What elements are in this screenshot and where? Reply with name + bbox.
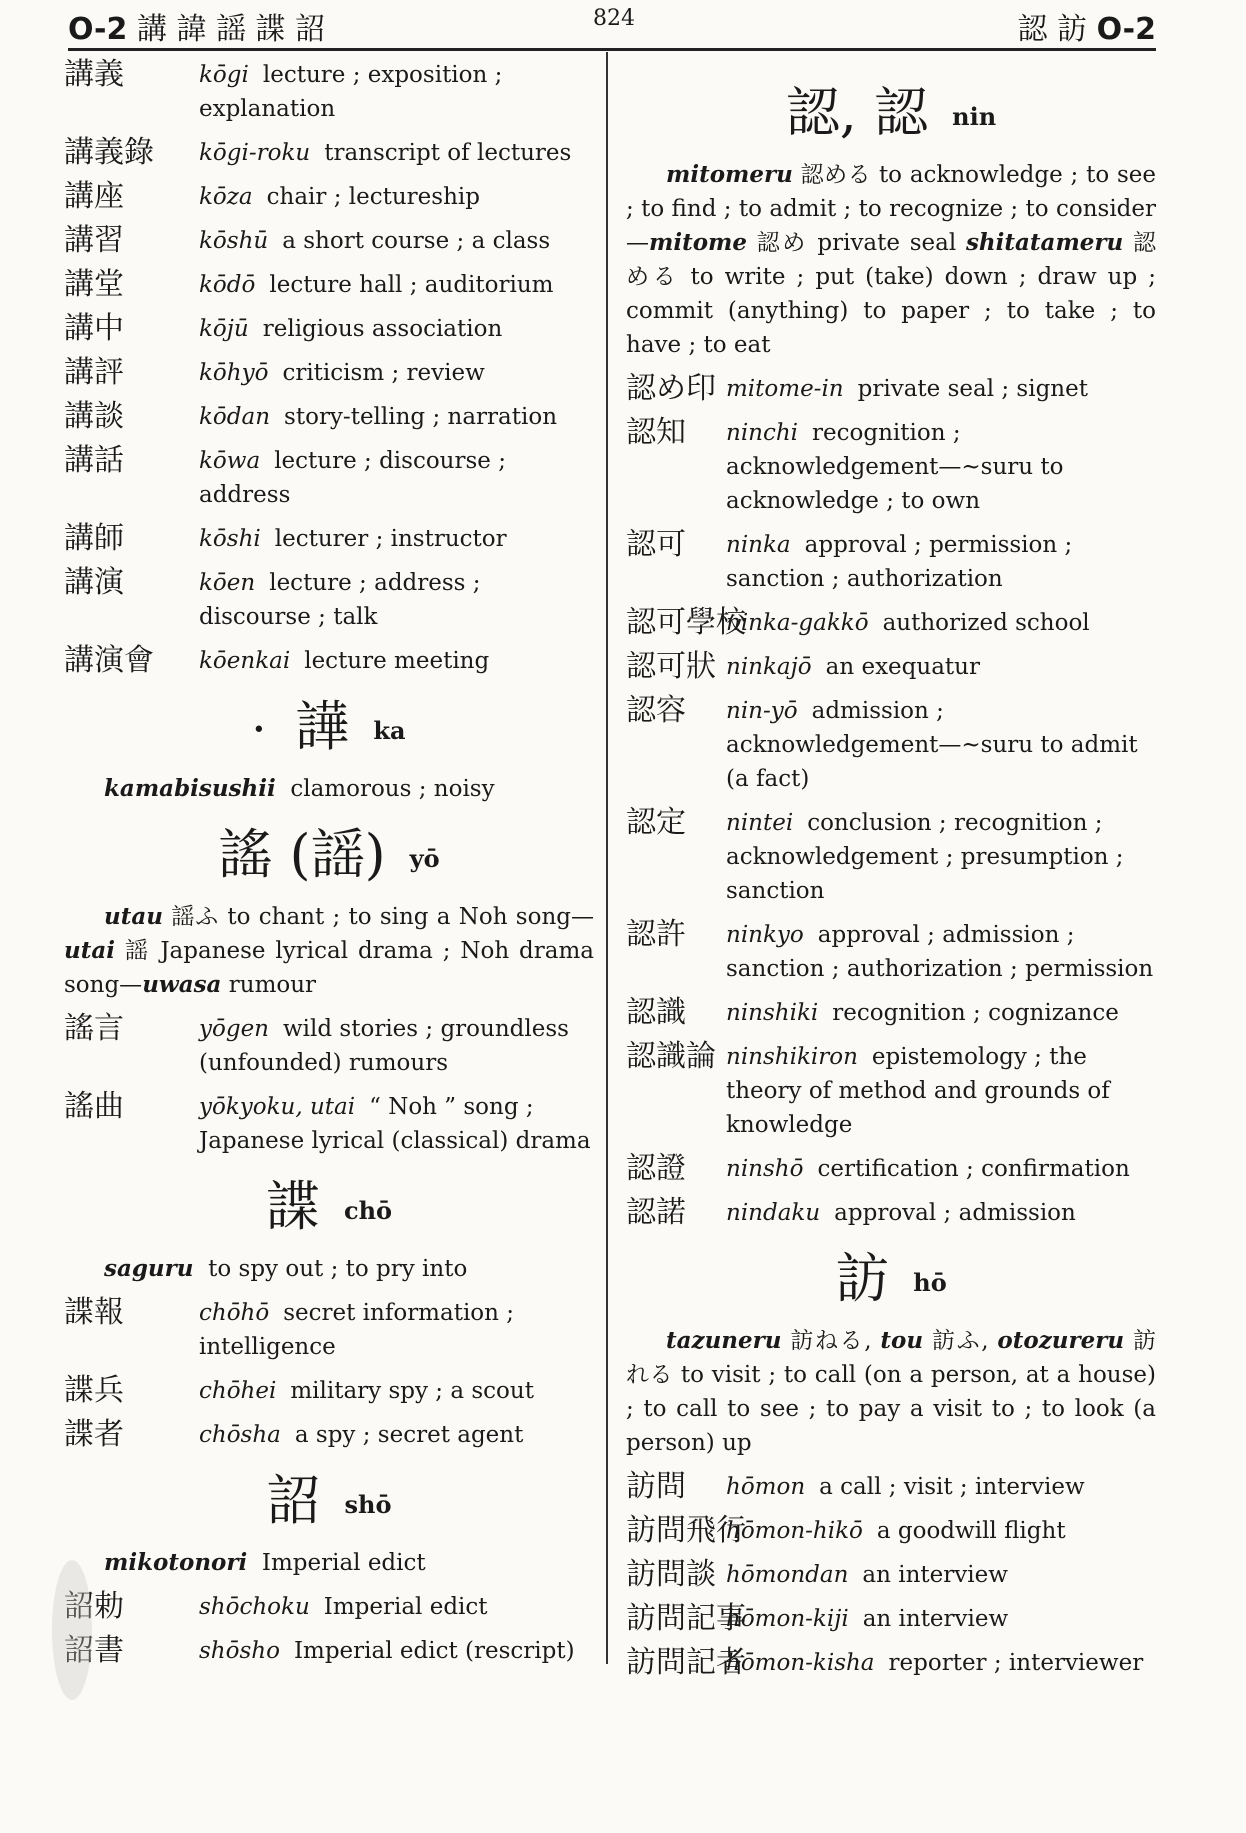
entry-reading: ninshō xyxy=(726,1156,804,1182)
entry-definition: Imperial edict (rescript) xyxy=(293,1638,575,1664)
kun-text: clamorous ; noisy xyxy=(290,776,495,802)
entry-definition: an interview xyxy=(862,1606,1009,1632)
entry-reading: kōjū xyxy=(199,316,249,342)
entry-reading: ninkyo xyxy=(726,922,804,948)
kun-text: 謡 Japanese lyrical drama ; Noh drama song— xyxy=(64,938,595,998)
entry-definition: a short course ; a class xyxy=(282,228,551,254)
dict-entry xyxy=(64,58,594,126)
entry-kanji: 講義 xyxy=(64,57,124,92)
kun-reading-ka xyxy=(64,772,594,806)
entry-definition: reporter ; interviewer xyxy=(888,1650,1144,1676)
entry-reading: hōmondan xyxy=(726,1562,849,1588)
headword-yo xyxy=(64,820,594,894)
dict-entry xyxy=(626,918,1156,986)
dict-entry xyxy=(64,1418,594,1452)
entry-reading: nin-yō xyxy=(726,698,798,724)
entry-definition: authorized school xyxy=(882,610,1090,636)
entry-reading: kōgi-roku xyxy=(199,140,311,166)
entry-reading: kōshū xyxy=(199,228,269,254)
entry-reading: kōhyō xyxy=(199,360,269,386)
entry-kanji: 認可 xyxy=(626,527,686,562)
entry-kanji: 詔勅 xyxy=(64,1589,124,1624)
entry-definition: epistemology ; the theory of method and grounds of knowledge xyxy=(726,1044,1110,1138)
dict-entry xyxy=(626,694,1156,796)
kun-text: to spy out ; to pry into xyxy=(208,1256,468,1282)
dict-entry xyxy=(64,566,594,634)
kun-keyword: uwasa xyxy=(142,971,222,998)
kun-reading-sho xyxy=(64,1546,594,1580)
kun-text: rumour xyxy=(228,972,317,998)
dict-entry xyxy=(64,136,594,170)
entry-reading: hōmon-kiji xyxy=(726,1606,849,1632)
entry-kanji: 認知 xyxy=(626,415,686,450)
kun-text: Imperial edict xyxy=(261,1550,426,1576)
entry-definition: lecturer ; instructor xyxy=(274,526,507,552)
entry-definition: “ Noh ” song ; Japanese lyrical (classical) drama xyxy=(199,1094,591,1154)
entry-reading: shōchoku xyxy=(199,1594,310,1620)
entry-definition: certification ; confirmation xyxy=(817,1156,1130,1182)
dict-entry xyxy=(64,180,594,214)
kun-keyword: saguru xyxy=(104,1255,194,1282)
entry-kanji: 認可狀 xyxy=(626,649,716,684)
dict-entry xyxy=(626,806,1156,908)
entry-definition: recognition ; cognizance xyxy=(832,1000,1119,1026)
headword-char: 譁 xyxy=(295,695,350,758)
entry-kanji: 認識論 xyxy=(626,1039,716,1074)
entry-kanji: 認識 xyxy=(626,995,686,1030)
entry-kanji: 講習 xyxy=(64,223,124,258)
entry-reading: nintei xyxy=(726,810,794,836)
entry-definition: lecture ; address ; discourse ; talk xyxy=(199,570,481,630)
entry-kanji: 講中 xyxy=(64,311,124,346)
dict-entry xyxy=(626,1152,1156,1186)
entry-kanji: 諜者 xyxy=(64,1417,124,1452)
entries-ko xyxy=(64,58,594,678)
kun-text: 訪れる to visit ; to call (on a person, at a house) ; to call to see ; to pay a visit to ; to look (a person) up xyxy=(626,1328,1157,1456)
dict-entry xyxy=(64,1374,594,1408)
section-code-left: O-2 xyxy=(68,12,128,47)
entry-definition: religious association xyxy=(262,316,503,342)
dict-entry xyxy=(626,606,1156,640)
entry-reading: kōenkai xyxy=(199,648,291,674)
dict-entry xyxy=(626,1196,1156,1230)
entry-reading: ninka-gakkō xyxy=(726,610,869,636)
entry-kanji: 訪問飛行 xyxy=(626,1513,746,1548)
kun-keyword: mitome xyxy=(649,229,748,256)
entry-reading: nindaku xyxy=(726,1200,821,1226)
entry-kanji: 講演 xyxy=(64,565,124,600)
dict-entry xyxy=(64,312,594,346)
headword-reading: shō xyxy=(344,1490,392,1519)
kun-text: 訪ふ, xyxy=(932,1328,989,1354)
entry-kanji: 講師 xyxy=(64,521,124,556)
entry-definition: a spy ; secret agent xyxy=(294,1422,524,1448)
headword-reading: chō xyxy=(343,1196,393,1225)
kun-keyword: tou xyxy=(880,1327,924,1354)
entry-kanji: 謠言 xyxy=(64,1011,124,1046)
entry-kanji: 詔書 xyxy=(64,1633,124,1668)
entry-kanji: 訪問記事 xyxy=(626,1601,746,1636)
entry-kanji: 講談 xyxy=(64,399,124,434)
dict-entry xyxy=(626,416,1156,518)
headword-reading: ka xyxy=(373,716,406,745)
entry-reading: shōsho xyxy=(199,1638,280,1664)
dict-entry xyxy=(626,996,1156,1030)
entry-kanji: 認諾 xyxy=(626,1195,686,1230)
kun-text: 謡ふ to chant ; to sing a Noh song— xyxy=(171,904,594,930)
page-header xyxy=(68,0,1156,51)
entry-definition: private seal ; signet xyxy=(857,376,1088,402)
entry-reading: hōmon xyxy=(726,1474,806,1500)
headword-reading: nin xyxy=(952,102,997,131)
entry-definition: lecture ; exposition ; explanation xyxy=(199,62,503,122)
kun-text: 認め private seal xyxy=(756,230,957,256)
entry-definition: chair ; lectureship xyxy=(266,184,480,210)
dict-entry xyxy=(64,522,594,556)
entry-reading: kōza xyxy=(199,184,253,210)
entry-kanji: 認め印 xyxy=(626,371,716,406)
kun-keyword: kamabisushii xyxy=(104,775,276,802)
entry-definition: approval ; admission xyxy=(834,1200,1076,1226)
page-number: 824 xyxy=(593,6,635,31)
kun-text: 訪ねる, xyxy=(790,1328,872,1354)
entry-definition: a call ; visit ; interview xyxy=(819,1474,1085,1500)
dict-entry xyxy=(64,268,594,302)
entry-reading: ninshikiron xyxy=(726,1044,858,1070)
section-code-right: O-2 xyxy=(1096,12,1156,47)
entry-reading: ninkajō xyxy=(726,654,812,680)
column-divider xyxy=(606,52,608,1664)
entry-reading: kōdan xyxy=(199,404,271,430)
headword-sho xyxy=(64,1466,594,1540)
entry-definition: Imperial edict xyxy=(323,1594,488,1620)
entry-definition: military spy ; a scout xyxy=(290,1378,534,1404)
entry-definition: an exequatur xyxy=(825,654,980,680)
entry-reading: kōen xyxy=(199,570,256,596)
entry-definition: admission ; acknowledgement—~suru to admit (a fact) xyxy=(726,698,1138,792)
page-stain xyxy=(52,1560,92,1700)
entry-reading: ninshiki xyxy=(726,1000,819,1026)
kun-keyword: otozureru xyxy=(997,1327,1125,1354)
header-left xyxy=(68,4,325,48)
dict-entry xyxy=(64,444,594,512)
entry-definition: criticism ; review xyxy=(282,360,485,386)
entry-definition: approval ; admission ; sanction ; authorization ; permission xyxy=(726,922,1154,982)
entry-definition: transcript of lectures xyxy=(324,140,572,166)
entry-reading: hōmon-hikō xyxy=(726,1518,863,1544)
dict-entry xyxy=(64,224,594,258)
entry-reading: yōgen xyxy=(199,1016,269,1042)
entry-kanji: 訪問記者 xyxy=(626,1645,746,1680)
kun-text: 認める to write ; put (take) down ; draw up ; commit (anything) to paper ; to take ; to have ; to eat xyxy=(626,230,1157,358)
entry-definition: conclusion ; recognition ; acknowledgement ; presumption ; sanction xyxy=(726,810,1124,904)
entry-definition: lecture ; discourse ; address xyxy=(199,448,506,508)
entry-reading: ninka xyxy=(726,532,791,558)
dict-entry xyxy=(64,1590,594,1624)
dict-entry xyxy=(64,1012,594,1080)
dict-entry xyxy=(626,1040,1156,1142)
entry-kanji: 認可學校 xyxy=(626,605,746,640)
headword-cho xyxy=(64,1172,594,1246)
header-right xyxy=(1018,4,1156,48)
dict-entry xyxy=(626,372,1156,406)
entry-kanji: 認許 xyxy=(626,917,686,952)
entry-kanji: 認定 xyxy=(626,805,686,840)
dict-entry xyxy=(64,1296,594,1364)
headword-nin xyxy=(626,78,1156,152)
headword-reading: yō xyxy=(409,844,440,873)
entry-definition: lecture meeting xyxy=(304,648,490,674)
entry-kanji: 講座 xyxy=(64,179,124,214)
entry-reading: chōhō xyxy=(199,1300,270,1326)
kun-keyword: tazuneru xyxy=(666,1327,782,1354)
kun-text: 認める to acknowledge ; to see ; to find ; to admit ; to recognize ; to consider— xyxy=(626,162,1157,256)
entry-kanji: 講堂 xyxy=(64,267,124,302)
kun-reading-ho xyxy=(626,1324,1156,1460)
entry-reading: yōkyoku, utai xyxy=(199,1094,356,1120)
entry-kanji: 認證 xyxy=(626,1151,686,1186)
kun-keyword: mitomeru xyxy=(666,161,793,188)
headword-char: 認, 認 xyxy=(785,81,929,144)
entry-definition: a goodwill flight xyxy=(876,1518,1066,1544)
entry-kanji: 諜兵 xyxy=(64,1373,124,1408)
kun-keyword: utau xyxy=(104,903,163,930)
entry-definition: story-telling ; narration xyxy=(284,404,558,430)
headword-ka xyxy=(64,692,594,766)
dict-entry xyxy=(626,528,1156,596)
left-column xyxy=(64,58,594,1678)
dict-entry xyxy=(626,1470,1156,1504)
dict-entry xyxy=(626,650,1156,684)
dict-entry xyxy=(64,356,594,390)
kun-keyword: utai xyxy=(64,937,115,964)
entry-definition: approval ; permission ; sanction ; authorization xyxy=(726,532,1073,592)
dict-entry xyxy=(626,1646,1156,1680)
headword-ho xyxy=(626,1244,1156,1318)
kun-reading-cho xyxy=(64,1252,594,1286)
kun-keyword: mikotonori xyxy=(104,1549,248,1576)
headword-char: 謠 (謡) xyxy=(218,823,386,886)
dict-entry xyxy=(64,400,594,434)
dict-entry xyxy=(64,1634,594,1668)
entry-kanji: 講演會 xyxy=(64,643,154,678)
headword-mark: • xyxy=(252,718,266,743)
entry-definition: an interview xyxy=(862,1562,1008,1588)
kun-keyword: shitatameru xyxy=(965,229,1124,256)
headword-reading: hō xyxy=(913,1268,947,1297)
right-column xyxy=(626,58,1156,1690)
dict-entry xyxy=(64,1090,594,1158)
kun-reading-yo xyxy=(64,900,594,1002)
dict-entry xyxy=(626,1514,1156,1548)
entry-reading: chōsha xyxy=(199,1422,281,1448)
entry-reading: kōwa xyxy=(199,448,261,474)
entry-reading: kōdō xyxy=(199,272,256,298)
entry-reading: hōmon-kisha xyxy=(726,1650,875,1676)
entry-kanji: 講義錄 xyxy=(64,135,154,170)
headword-char: 訪 xyxy=(835,1247,890,1310)
dict-entry xyxy=(64,644,594,678)
entry-kanji: 講評 xyxy=(64,355,124,390)
kun-reading-nin xyxy=(626,158,1156,362)
entry-kanji: 講話 xyxy=(64,443,124,478)
entry-kanji: 認容 xyxy=(626,693,686,728)
entry-reading: chōhei xyxy=(199,1378,277,1404)
entry-reading: kōshi xyxy=(199,526,261,552)
header-chars-right: 認 訪 xyxy=(1017,12,1088,47)
entry-reading: kōgi xyxy=(199,62,249,88)
entry-kanji: 訪問 xyxy=(626,1469,686,1504)
entry-definition: wild stories ; groundless (unfounded) rumours xyxy=(199,1016,569,1076)
headword-char: 詔 xyxy=(266,1469,321,1532)
header-chars-left: 講 諱 謡 諜 詔 xyxy=(136,12,326,47)
entry-kanji: 訪問談 xyxy=(626,1557,716,1592)
headword-char: 諜 xyxy=(265,1175,320,1238)
dict-entry xyxy=(626,1558,1156,1592)
entry-kanji: 謠曲 xyxy=(64,1089,124,1124)
entry-reading: mitome-in xyxy=(726,376,844,402)
entry-definition: lecture hall ; auditorium xyxy=(269,272,554,298)
entry-definition: recognition ; acknowledgement—~suru to acknowledge ; to own xyxy=(726,420,1064,514)
entry-kanji: 諜報 xyxy=(64,1295,124,1330)
entry-reading: ninchi xyxy=(726,420,799,446)
entry-definition: secret information ; intelligence xyxy=(199,1300,515,1360)
dict-entry xyxy=(626,1602,1156,1636)
